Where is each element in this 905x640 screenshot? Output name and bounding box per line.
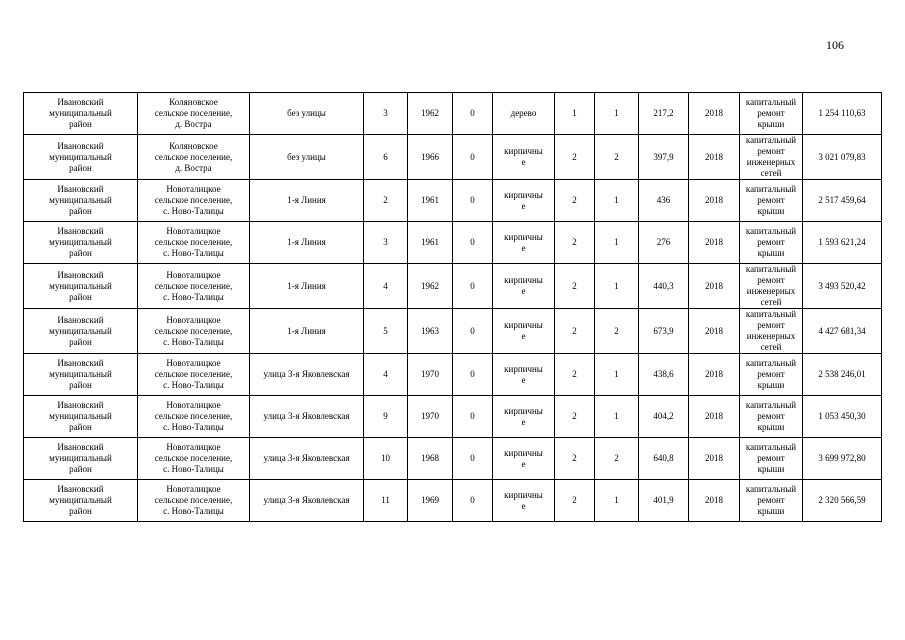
settlement-cell-line: Новоталицкое — [166, 484, 221, 494]
plan-year-cell: 2018 — [689, 180, 740, 222]
reconstruction-year-cell: 0 — [453, 264, 493, 309]
cost-cell: 3 699 972,80 — [803, 438, 882, 480]
work-type-cell — [740, 480, 803, 522]
table-row — [24, 309, 882, 354]
table-row — [24, 396, 882, 438]
settlement-cell-line: сельское поселение, — [154, 195, 233, 205]
reconstruction-year-cell: 0 — [453, 180, 493, 222]
settlement-cell-line: д. Вострa — [175, 162, 212, 173]
wall-material-cell — [493, 438, 555, 480]
district-cell-line: муниципальный — [49, 325, 112, 336]
street-cell: 1-я Линия — [250, 309, 364, 354]
area-cell: 673,9 — [639, 309, 689, 354]
work-type-cell-line: капитальный — [745, 97, 797, 107]
work-type-cell-line: ремонт — [757, 453, 785, 463]
wall-material-cell-line: е — [521, 458, 526, 469]
district-cell-line: Ивановский — [57, 269, 104, 280]
house-number-cell: 3 — [364, 93, 408, 135]
street-cell: 1-я Линия — [250, 264, 364, 309]
wall-material-cell-line: кирпичны — [504, 363, 543, 374]
settlement-cell-line: с. Ново-Талицы — [163, 380, 224, 390]
floors-cell: 2 — [555, 480, 595, 522]
work-type-cell-line: капитальный — [745, 358, 797, 368]
house-number-cell: 9 — [364, 396, 408, 438]
work-type-cell-line: капитальный — [745, 184, 797, 194]
street-cell: 1-я Линия — [250, 180, 364, 222]
cost-cell: 1 593 621,24 — [803, 222, 882, 264]
area-cell: 640,8 — [639, 438, 689, 480]
settlement-cell-line: Новоталицкое — [166, 358, 221, 368]
settlement-cell — [138, 396, 250, 438]
plan-year-cell: 2018 — [689, 438, 740, 480]
floors-cell: 2 — [555, 309, 595, 354]
house-number-cell: 10 — [364, 438, 408, 480]
cost-cell: 1 254 110,63 — [803, 93, 882, 135]
settlement-cell-line: Новоталицкое — [166, 269, 221, 280]
district-cell — [24, 264, 138, 309]
cost-cell: 3 021 079,83 — [803, 135, 882, 180]
wall-material-cell-line: е — [521, 242, 526, 253]
settlement-cell-line: Новоталицкое — [166, 226, 221, 236]
wall-material-cell-line: дерево — [510, 108, 537, 118]
entrances-cell: 1 — [595, 354, 639, 396]
work-type-cell-line: капитальный — [745, 135, 797, 145]
wall-material-cell-line: кирпичны — [504, 146, 543, 156]
settlement-cell — [138, 264, 250, 309]
house-number-cell: 4 — [364, 264, 408, 309]
settlement-cell-line: сельское поселение, — [154, 108, 233, 118]
settlement-cell-line: д. Вострa — [175, 119, 212, 129]
work-type-cell-line: крыши — [757, 422, 785, 432]
table-row — [24, 222, 882, 264]
reconstruction-year-cell: 0 — [453, 93, 493, 135]
floors-cell: 2 — [555, 180, 595, 222]
table-row — [24, 354, 882, 396]
plan-year-cell: 2018 — [689, 135, 740, 180]
wall-material-cell — [493, 396, 555, 438]
district-cell-line: район — [69, 291, 92, 302]
wall-material-cell-line: кирпичны — [504, 489, 543, 500]
work-type-cell-line: капитальный — [745, 226, 797, 236]
wall-material-cell — [493, 180, 555, 222]
work-type-cell-line: ремонт — [757, 411, 785, 421]
district-cell-line: Ивановский — [57, 314, 104, 325]
table-row — [24, 264, 882, 309]
build-year-cell: 1969 — [408, 480, 453, 522]
district-cell-line: муниципальный — [49, 108, 112, 118]
house-number-cell: 3 — [364, 222, 408, 264]
street-cell: улица 3-я Яковлевская — [250, 438, 364, 480]
plan-year-cell: 2018 — [689, 480, 740, 522]
reconstruction-year-cell: 0 — [453, 438, 493, 480]
district-cell — [24, 396, 138, 438]
settlement-cell-line: Новоталицкое — [166, 442, 221, 452]
table-row — [24, 135, 882, 180]
settlement-cell-line: сельское поселение, — [154, 151, 233, 162]
district-cell-line: муниципальный — [49, 237, 112, 247]
work-type-cell-line: ремонт — [757, 369, 785, 379]
area-cell: 436 — [639, 180, 689, 222]
build-year-cell: 1970 — [408, 354, 453, 396]
plan-year-cell: 2018 — [689, 396, 740, 438]
district-cell-line: район — [69, 422, 92, 432]
work-type-cell — [740, 438, 803, 480]
street-cell: без улицы — [250, 93, 364, 135]
work-type-cell-line: инженерных — [746, 331, 796, 341]
wall-material-cell — [493, 264, 555, 309]
entrances-cell: 2 — [595, 135, 639, 180]
wall-material-cell-line: е — [521, 374, 526, 385]
district-cell-line: Ивановский — [57, 400, 104, 410]
settlement-cell-line: с. Ново-Талицы — [163, 206, 224, 216]
wall-material-cell — [493, 354, 555, 396]
entrances-cell: 2 — [595, 438, 639, 480]
settlement-cell — [138, 135, 250, 180]
house-number-cell: 6 — [364, 135, 408, 180]
street-cell: без улицы — [250, 135, 364, 180]
work-type-cell — [740, 354, 803, 396]
settlement-cell — [138, 354, 250, 396]
wall-material-cell-line: е — [521, 286, 526, 296]
wall-material-cell-line: кирпичны — [504, 189, 543, 200]
street-cell: 1-я Линия — [250, 222, 364, 264]
wall-material-cell-line: е — [521, 200, 526, 211]
reconstruction-year-cell: 0 — [453, 309, 493, 354]
district-cell — [24, 480, 138, 522]
cost-cell: 1 053 450,30 — [803, 396, 882, 438]
settlement-cell — [138, 309, 250, 354]
house-number-cell: 11 — [364, 480, 408, 522]
cost-cell: 2 517 459,64 — [803, 180, 882, 222]
area-cell: 276 — [639, 222, 689, 264]
settlement-cell-line: сельское поселение, — [154, 280, 233, 291]
settlement-cell-line: Коляновское — [169, 97, 218, 107]
district-cell-line: муниципальный — [49, 369, 112, 379]
work-type-cell-line: ремонт — [757, 495, 785, 505]
district-cell-line: район — [69, 162, 92, 173]
settlement-cell-line: сельское поселение, — [154, 325, 233, 336]
floors-cell: 2 — [555, 264, 595, 309]
table-row — [24, 180, 882, 222]
table-row — [24, 93, 882, 135]
work-type-cell-line: сетей — [760, 342, 782, 352]
district-cell — [24, 135, 138, 180]
district-cell — [24, 93, 138, 135]
district-cell-line: Ивановский — [57, 140, 104, 151]
work-type-cell-line: крыши — [757, 248, 785, 258]
work-type-cell — [740, 264, 803, 309]
wall-material-cell-line: кирпичны — [504, 231, 543, 242]
build-year-cell: 1963 — [408, 309, 453, 354]
district-cell-line: муниципальный — [49, 151, 112, 162]
settlement-cell-line: Коляновское — [169, 140, 218, 151]
work-type-cell-line: крыши — [757, 206, 785, 216]
entrances-cell: 2 — [595, 309, 639, 354]
district-cell-line: район — [69, 464, 92, 474]
work-type-cell-line: ремонт — [757, 108, 785, 118]
entrances-cell: 1 — [595, 396, 639, 438]
work-type-cell — [740, 309, 803, 354]
settlement-cell — [138, 180, 250, 222]
settlement-cell-line: Новоталицкое — [166, 400, 221, 410]
wall-material-cell — [493, 93, 555, 135]
district-cell-line: район — [69, 119, 92, 129]
entrances-cell: 1 — [595, 180, 639, 222]
work-type-cell — [740, 135, 803, 180]
floors-cell: 2 — [555, 222, 595, 264]
settlement-cell — [138, 93, 250, 135]
wall-material-cell-line: кирпичны — [504, 320, 543, 330]
cost-cell: 2 320 566,59 — [803, 480, 882, 522]
entrances-cell: 1 — [595, 222, 639, 264]
work-type-cell-line: крыши — [757, 506, 785, 516]
wall-material-cell — [493, 222, 555, 264]
district-cell-line: муниципальный — [49, 195, 112, 205]
settlement-cell-line: сельское поселение, — [154, 495, 233, 505]
district-cell-line: Ивановский — [57, 184, 104, 194]
district-cell-line: муниципальный — [49, 495, 112, 505]
settlement-cell-line: с. Ново-Талицы — [163, 336, 224, 347]
wall-material-cell-line: е — [521, 331, 526, 341]
build-year-cell: 1966 — [408, 135, 453, 180]
district-cell-line: район — [69, 506, 92, 516]
district-cell-line: район — [69, 380, 92, 390]
area-cell: 217,2 — [639, 93, 689, 135]
settlement-cell-line: с. Ново-Талицы — [163, 248, 224, 258]
build-year-cell: 1962 — [408, 264, 453, 309]
settlement-cell-line: Новоталицкое — [166, 184, 221, 194]
build-year-cell: 1970 — [408, 396, 453, 438]
wall-material-cell — [493, 135, 555, 180]
district-cell — [24, 309, 138, 354]
build-year-cell: 1961 — [408, 222, 453, 264]
work-type-cell — [740, 396, 803, 438]
area-cell: 404,2 — [639, 396, 689, 438]
wall-material-cell — [493, 309, 555, 354]
settlement-cell-line: с. Ново-Талицы — [163, 464, 224, 474]
district-cell-line: район — [69, 206, 92, 216]
wall-material-cell — [493, 480, 555, 522]
settlement-cell-line: сельское поселение, — [154, 453, 233, 463]
settlement-cell — [138, 222, 250, 264]
table-row — [24, 438, 882, 480]
work-type-cell-line: капитальный — [745, 484, 797, 494]
plan-year-cell: 2018 — [689, 309, 740, 354]
plan-year-cell: 2018 — [689, 222, 740, 264]
work-type-cell-line: капитальный — [745, 309, 797, 319]
wall-material-cell-line: кирпичны — [504, 275, 543, 285]
settlement-cell-line: сельское поселение, — [154, 237, 233, 247]
housing-repair-table — [23, 92, 882, 522]
work-type-cell-line: сетей — [760, 297, 782, 307]
entrances-cell: 1 — [595, 264, 639, 309]
area-cell: 397,9 — [639, 135, 689, 180]
cost-cell: 2 538 246,01 — [803, 354, 882, 396]
work-type-cell — [740, 93, 803, 135]
district-cell-line: Ивановский — [57, 442, 104, 452]
floors-cell: 2 — [555, 396, 595, 438]
build-year-cell: 1968 — [408, 438, 453, 480]
work-type-cell-line: инженерных — [746, 157, 796, 167]
work-type-cell-line: крыши — [757, 119, 785, 129]
area-cell: 401,9 — [639, 480, 689, 522]
wall-material-cell-line: е — [521, 500, 526, 511]
entrances-cell: 1 — [595, 480, 639, 522]
work-type-cell-line: ремонт — [757, 320, 785, 330]
reconstruction-year-cell: 0 — [453, 480, 493, 522]
plan-year-cell: 2018 — [689, 354, 740, 396]
work-type-cell — [740, 180, 803, 222]
table-row — [24, 480, 882, 522]
district-cell — [24, 438, 138, 480]
floors-cell: 2 — [555, 438, 595, 480]
settlement-cell-line: Новоталицкое — [166, 314, 221, 325]
settlement-cell-line: с. Ново-Талицы — [163, 291, 224, 302]
house-number-cell: 4 — [364, 354, 408, 396]
work-type-cell-line: ремонт — [757, 195, 785, 205]
street-cell: улица 3-я Яковлевская — [250, 396, 364, 438]
work-type-cell-line: сетей — [760, 168, 782, 178]
work-type-cell-line: ремонт — [757, 275, 785, 285]
street-cell: улица 3-я Яковлевская — [250, 354, 364, 396]
reconstruction-year-cell: 0 — [453, 135, 493, 180]
settlement-cell-line: с. Ново-Талицы — [163, 422, 224, 432]
work-type-cell-line: ремонт — [757, 237, 785, 247]
work-type-cell-line: капитальный — [745, 442, 797, 452]
build-year-cell: 1961 — [408, 180, 453, 222]
reconstruction-year-cell: 0 — [453, 354, 493, 396]
table-body — [24, 93, 882, 522]
settlement-cell — [138, 438, 250, 480]
build-year-cell: 1962 — [408, 93, 453, 135]
house-number-cell: 5 — [364, 309, 408, 354]
work-type-cell-line: капитальный — [745, 264, 797, 274]
district-cell-line: Ивановский — [57, 358, 104, 368]
house-number-cell: 2 — [364, 180, 408, 222]
district-cell — [24, 180, 138, 222]
area-cell: 438,6 — [639, 354, 689, 396]
work-type-cell-line: крыши — [757, 464, 785, 474]
reconstruction-year-cell: 0 — [453, 222, 493, 264]
work-type-cell-line: крыши — [757, 380, 785, 390]
district-cell-line: муниципальный — [49, 280, 112, 291]
district-cell-line: Ивановский — [57, 226, 104, 236]
wall-material-cell-line: е — [521, 416, 526, 427]
page-number: 106 — [826, 38, 844, 52]
wall-material-cell-line: е — [521, 157, 526, 167]
cost-cell: 3 493 520,42 — [803, 264, 882, 309]
wall-material-cell-line: кирпичны — [504, 447, 543, 458]
district-cell-line: муниципальный — [49, 411, 112, 421]
settlement-cell-line: сельское поселение, — [154, 369, 233, 379]
floors-cell: 2 — [555, 354, 595, 396]
district-cell-line: Ивановский — [57, 484, 104, 494]
floors-cell: 1 — [555, 93, 595, 135]
street-cell: улица 3-я Яковлевская — [250, 480, 364, 522]
work-type-cell-line: ремонт — [757, 146, 785, 156]
district-cell-line: район — [69, 248, 92, 258]
settlement-cell — [138, 480, 250, 522]
district-cell-line: район — [69, 336, 92, 347]
area-cell: 440,3 — [639, 264, 689, 309]
work-type-cell — [740, 222, 803, 264]
entrances-cell: 1 — [595, 93, 639, 135]
reconstruction-year-cell: 0 — [453, 396, 493, 438]
district-cell-line: муниципальный — [49, 453, 112, 463]
district-cell — [24, 222, 138, 264]
plan-year-cell: 2018 — [689, 264, 740, 309]
plan-year-cell: 2018 — [689, 93, 740, 135]
floors-cell: 2 — [555, 135, 595, 180]
district-cell — [24, 354, 138, 396]
work-type-cell-line: инженерных — [746, 286, 796, 296]
work-type-cell-line: капитальный — [745, 400, 797, 410]
wall-material-cell-line: кирпичны — [504, 405, 543, 416]
district-cell-line: Ивановский — [57, 97, 104, 107]
settlement-cell-line: сельское поселение, — [154, 411, 233, 421]
cost-cell: 4 427 681,34 — [803, 309, 882, 354]
settlement-cell-line: с. Ново-Талицы — [163, 506, 224, 516]
